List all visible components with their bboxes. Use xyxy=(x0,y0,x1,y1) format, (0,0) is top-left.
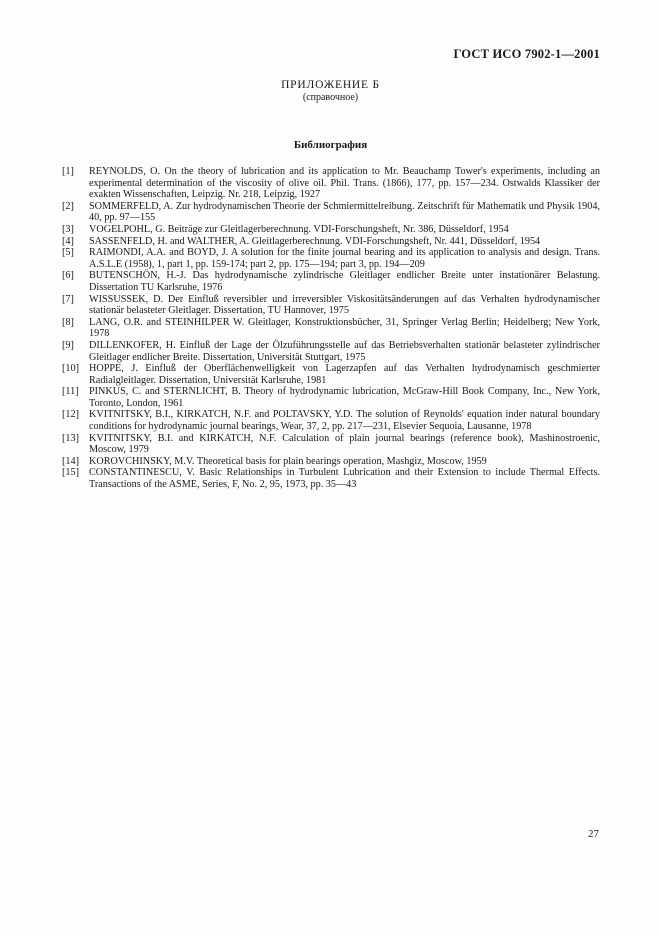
bibliography-item xyxy=(62,166,600,201)
bibliography-item xyxy=(62,201,600,224)
reference-number: [14] xyxy=(62,455,79,467)
reference-text: BUTENSCHÖN, H.-J. Das hydrodynamische zylindrische Gleitlager endlicher Breite unter instationärer Belastung. Dissertation TU Karlsruhe, 1976 xyxy=(89,270,600,293)
reference-text: PINKUS, C. and STERNLICHT, B. Theory of hydrodynamic lubrication, McGraw-Hill Book Company, Inc., New York, Toronto, London, 1961 xyxy=(89,386,600,409)
bibliography-item xyxy=(62,294,600,317)
reference-text: RAIMONDI, A.A. and BOYD, J. A solution for the finite journal bearing and its application to analysis and design. Trans. A.S.L.E (1958), 1, part 1, pp. 159-174; part 2, pp. 175—194; part 3, pp. 194—209 xyxy=(89,247,600,270)
bibliography-heading: Библиография xyxy=(293,139,368,151)
reference-text: KOROVCHINSKY, M.V. Theoretical basis for plain bearings operation, Mashgiz, Moscow, 1959 xyxy=(89,455,487,467)
reference-number: [2] xyxy=(62,200,74,212)
reference-number: [6] xyxy=(62,270,74,282)
bibliography-item xyxy=(62,317,600,340)
bibliography-item xyxy=(62,433,600,456)
annex-header xyxy=(0,79,661,104)
reference-number: [5] xyxy=(62,247,74,259)
page-number: 27 xyxy=(588,828,599,840)
reference-text: VOGELPOHL, G. Beiträge zur Gleitlagerberechnung. VDI-Forschungsheft, Nr. 386, Düsseldorf, 1954 xyxy=(89,223,509,235)
reference-text: CONSTANTINESCU, V. Basic Relationships in Turbulent Lubrication and their Extension to include Thermal Effects. Transactions of the ASME, Series, F, No. 2, 95, 1973, pp. 35—43 xyxy=(89,467,600,491)
reference-text: WISSUSSEK, D. Der Einfluß reversibler und irreversibler Viskositätsänderungen auf das Verhalten hydrodynamischer stationär belasteter Gleitlager. Dissertation, TU Hannover, 1975 xyxy=(89,293,600,317)
reference-number: [8] xyxy=(62,316,74,328)
reference-number: [12] xyxy=(62,409,79,421)
annex-title: ПРИЛОЖЕНИЕ Б xyxy=(281,79,380,91)
reference-text: HOPPE, J. Einfluß der Oberflächenwelligkeit von Lagerzapfen auf das Verhalten hydrodynamisch geschmierter Radialgleitlager. Dissertation, Universität Karlsruhe, 1981 xyxy=(89,363,600,386)
annex-subtitle: (справочное) xyxy=(302,92,359,103)
reference-number: [4] xyxy=(62,235,74,247)
bibliography-item xyxy=(62,467,600,490)
bibliography-item xyxy=(62,409,600,432)
reference-text: SASSENFELD, H. and WALTHER, A. Gleitlagerberechnung. VDI-Forschungsheft, Nr. 441, Düsseldorf, 1954 xyxy=(89,235,541,247)
reference-number: [7] xyxy=(62,293,74,305)
reference-number: [13] xyxy=(62,432,79,444)
bibliography-item xyxy=(62,224,600,236)
reference-number: [11] xyxy=(62,386,79,398)
bibliography-list xyxy=(62,166,600,491)
bibliography-item xyxy=(62,270,600,293)
bibliography-item xyxy=(62,386,600,409)
reference-number: [10] xyxy=(62,363,79,375)
reference-number: [15] xyxy=(62,467,79,479)
reference-text: REYNOLDS, O. On the theory of lubrication and its application to Mr. Beauchamp Tower's experiments, including an experimental determination of the viscosity of olive oil. Phil. Trans. (1866), 177, pp. 157—234. Ostwalds Klassiker der exakten Wissenschaften, Leipzig. Nr. 218, Leipzig, 1927 xyxy=(89,166,600,201)
reference-text: KVITNITSKY, B.I., KIRKATCH, N.F. and POLTAVSKY, Y.D. The solution of Reynolds' equation inder natural boundary conditions for hydrodynamic journal bearings, Wear, 37, 2, pp. 217—231, Elsevier Sequoia, Lausanne, 1978 xyxy=(89,409,600,433)
reference-number: [9] xyxy=(62,339,74,351)
bibliography-item xyxy=(62,340,600,363)
reference-number: [1] xyxy=(62,166,74,177)
bibliography-item xyxy=(62,363,600,386)
reference-text: DILLENKOFER, H. Einfluß der Lage der Ölzuführungsstelle auf das Betriebsverhalten stationär belasteter zylindrischer Gleitlager endlicher Breite. Dissertation, Universität Stuttgart, 1975 xyxy=(89,339,600,363)
bibliography-item xyxy=(62,456,600,468)
reference-text: KVITNITSKY, B.I. and KIRKATCH, N.F. Calculation of plain journal bearings (reference book), Mashinostroenic, Moscow, 1979 xyxy=(89,432,600,456)
reference-text: SOMMERFELD, A. Zur hydrodynamischen Theorie der Schmiermittelreibung. Zeitschrift für Mathematik und Physik 1904, 40, pp. 97—155 xyxy=(89,200,600,224)
bibliography-item xyxy=(62,236,600,248)
bibliography-item xyxy=(62,247,600,270)
document-code: ГОСТ ИСО 7902-1—2001 xyxy=(453,47,600,61)
reference-number: [3] xyxy=(62,223,74,235)
reference-text: LANG, O.R. and STEINHILPER W. Gleitlager, Konstruktionsbücher, 31, Springer Verlag Berlin; Heidelberg; New York, 1978 xyxy=(89,316,600,340)
